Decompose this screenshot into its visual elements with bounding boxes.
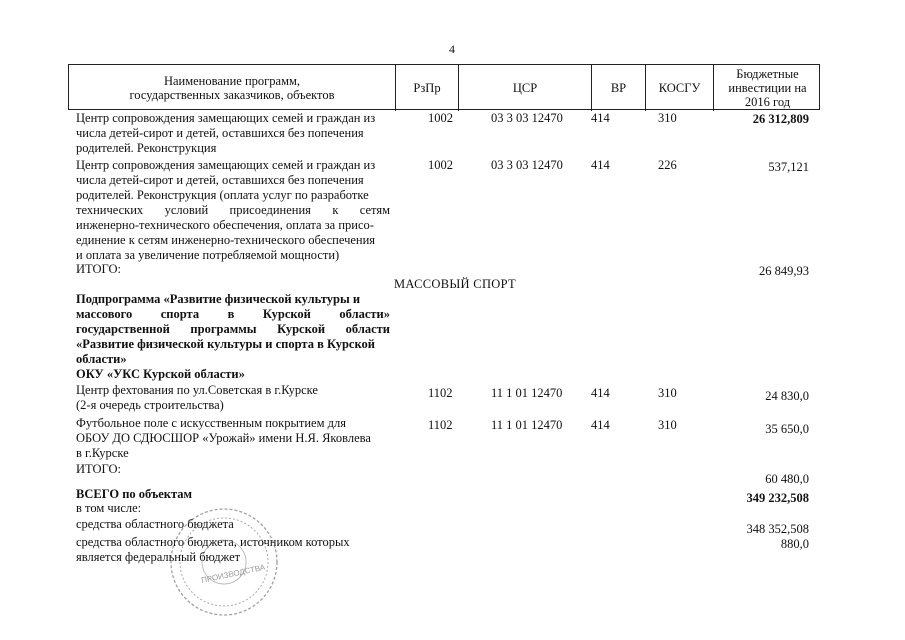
cell-csr: 11 1 01 12470 (491, 418, 563, 432)
federal-funds-sum: 880,0 (780, 537, 809, 551)
total-sum: 26 849,93 (759, 264, 809, 278)
cell-rzpr: 1102 (428, 386, 453, 400)
header-budget: Бюджетные инвестиции на 2016 год (728, 67, 807, 109)
cell-csr: 03 3 03 12470 (491, 111, 563, 125)
section-title: МАССОВЫЙ СПОРТ (394, 277, 516, 291)
header-kosgu: КОСГУ (646, 65, 714, 111)
regional-funds-sum: 348 352,508 (746, 522, 809, 536)
cell-sum: 35 650,0 (765, 422, 809, 436)
stamp-text: ПРОИЗВОДСТВА (200, 562, 266, 586)
cell-rzpr: 1002 (428, 111, 453, 125)
cell-sum: 26 312,809 (752, 112, 809, 126)
federal-funds-label: средства областного бюджета, источником которых является федеральный бюджет (76, 535, 350, 564)
official-stamp (168, 506, 280, 618)
cell-vr: 414 (591, 158, 610, 172)
header-name: Наименование программ, государственных заказчиков, объектов (69, 65, 396, 111)
table-row-name: Центр сопровождения замещающих семей и граждан из числа детей-сирот и детей, оставшихся без попечения родителей. Реконструкция (оплата услуг по разработке технических условий присоединения к сетям инженерно-технического обеспечения, оплата за присо- единение к сетям инженерно-технического обеспечения и оплата за увеличение потребляемой мощности) (76, 158, 390, 262)
cell-sum: 24 830,0 (765, 389, 809, 403)
total-label: ИТОГО: (76, 462, 121, 476)
including-label: в том числе: (76, 501, 142, 515)
cell-rzpr: 1102 (428, 418, 453, 432)
cell-csr: 03 3 03 12470 (491, 158, 563, 172)
table-row-name: Футбольное поле с искусственным покрытием для ОБОУ ДО СДЮСШОР «Урожай» имени Н.Я. Яковлева в г.Курске (76, 416, 371, 460)
cell-csr: 11 1 01 12470 (491, 386, 563, 400)
page-number: 4 (449, 42, 455, 56)
regional-funds-label: средства областного бюджета (76, 517, 234, 531)
header-vr: ВР (592, 65, 646, 111)
cell-kosgu: 310 (658, 111, 677, 125)
cell-vr: 414 (591, 111, 610, 125)
header-rzpr: РзПр (396, 65, 459, 111)
cell-vr: 414 (591, 418, 610, 432)
total-sum: 60 480,0 (765, 472, 809, 486)
cell-vr: 414 (591, 386, 610, 400)
cell-kosgu: 310 (658, 418, 677, 432)
grand-total-sum: 349 232,508 (746, 491, 809, 505)
header-bottom-rule (68, 109, 820, 110)
header-csr: ЦСР (459, 65, 592, 111)
cell-sum: 537,121 (768, 160, 809, 174)
grand-total-label: ВСЕГО по объектам (76, 487, 193, 501)
cell-rzpr: 1002 (428, 158, 453, 172)
table-header (68, 64, 820, 110)
table-row-name: Центр сопровождения замещающих семей и граждан из числа детей-сирот и детей, оставшихся без попечения родителей. Реконструкция (76, 111, 376, 155)
cell-kosgu: 226 (658, 158, 677, 172)
subprogram-title: Подпрограмма «Развитие физической культуры и массового спорта в Курской области» государственной программы Курской области «Развитие физической культуры и спорта в Курской области» (76, 292, 390, 366)
total-label: ИТОГО: (76, 262, 121, 276)
cell-kosgu: 310 (658, 386, 677, 400)
table-row-name: Центр фехтования по ул.Советская в г.Курске (2-я очередь строительства) (76, 383, 318, 412)
customer-name: ОКУ «УКС Курской области» (76, 367, 245, 381)
